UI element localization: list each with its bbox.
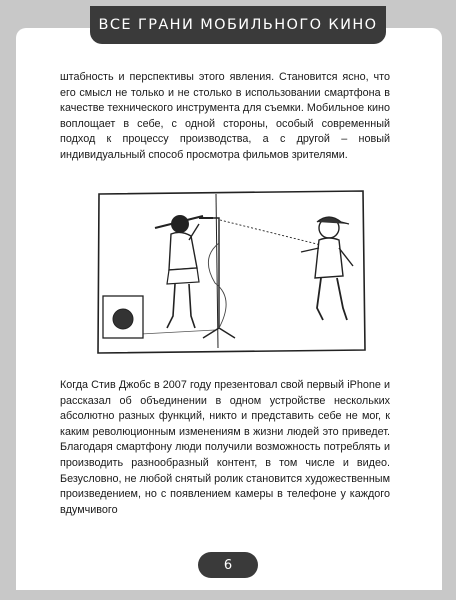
musician-figure (155, 215, 203, 328)
sketch-illustration (95, 188, 367, 356)
page-number: 6 (223, 557, 233, 573)
paragraph-intro: штабность и перспективы этого явления. Становится ясно, что его смысл не только и не столько в использовании смартфона в качестве технического инструмента для съемки. Мобильное кино воплощает в себе, с одной стороны, особый современный подход к процессу производства, а с другой – новый индивидуальный способ просмотра фильмов зрителями. (60, 71, 390, 161)
header-tab (90, 6, 386, 44)
page-number-tab (198, 552, 258, 578)
paragraph-jobs: Когда Стив Джобс в 2007 году презентовал свой первый iPhone и рассказал об объединении в одном устройстве нескольких абсолютно разных функций, никто и представить себе не мог, к каким революционным изменениям в жизни людей это приведет. Благодаря смартфону люди получили возможность потреблять и производить разнообразный контент, в том числе и видео. Безусловно, не любой снятый ролик становится художественным произведением, но с появлением камеры в телефоне у каждого вдумчивого (60, 379, 390, 516)
page-header-title: ВСЕ ГРАНИ МОБИЛЬНОГО КИНО (98, 17, 378, 33)
filmmaker-figure (301, 217, 353, 320)
